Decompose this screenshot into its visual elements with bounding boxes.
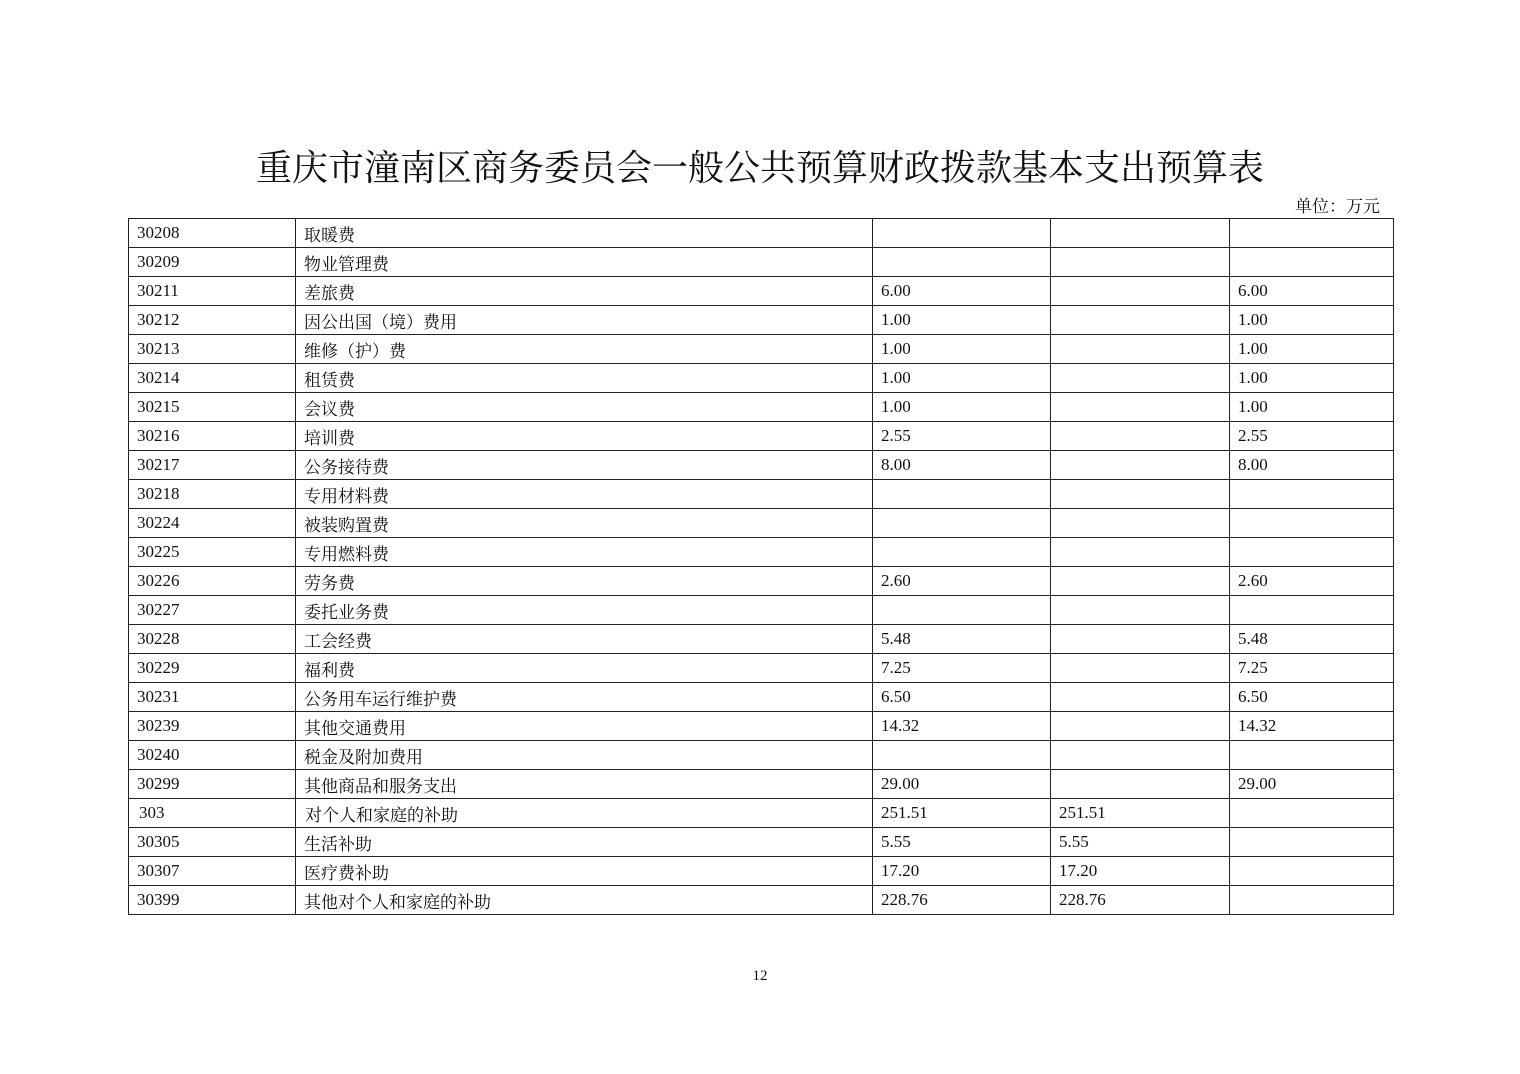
cell-total: 2.60 (873, 567, 1051, 596)
cell-name: 其他交通费用 (296, 712, 873, 741)
cell-name: 医疗费补助 (296, 857, 873, 886)
cell-total: 6.50 (873, 683, 1051, 712)
cell-code: 30215 (129, 393, 296, 422)
cell-personnel: 17.20 (1051, 857, 1230, 886)
cell-code: 30208 (129, 219, 296, 248)
cell-personnel (1051, 741, 1230, 770)
cell-public (1230, 480, 1394, 509)
cell-personnel: 228.76 (1051, 886, 1230, 915)
cell-personnel (1051, 770, 1230, 799)
cell-personnel (1051, 509, 1230, 538)
cell-code: 30217 (129, 451, 296, 480)
cell-personnel (1051, 712, 1230, 741)
cell-name: 差旅费 (296, 277, 873, 306)
cell-name: 公务用车运行维护费 (296, 683, 873, 712)
cell-code: 30216 (129, 422, 296, 451)
cell-code: 30209 (129, 248, 296, 277)
cell-public: 7.25 (1230, 654, 1394, 683)
cell-code: 30228 (129, 625, 296, 654)
cell-code: 30239 (129, 712, 296, 741)
cell-code: 30211 (129, 277, 296, 306)
table-row (129, 364, 1394, 393)
cell-total: 17.20 (873, 857, 1051, 886)
cell-personnel (1051, 538, 1230, 567)
table-row (129, 828, 1394, 857)
cell-total: 1.00 (873, 335, 1051, 364)
cell-total: 1.00 (873, 306, 1051, 335)
cell-total (873, 538, 1051, 567)
cell-public: 1.00 (1230, 335, 1394, 364)
cell-public: 2.55 (1230, 422, 1394, 451)
table-row (129, 799, 1394, 828)
cell-public (1230, 828, 1394, 857)
cell-public: 2.60 (1230, 567, 1394, 596)
table-row (129, 509, 1394, 538)
cell-total: 8.00 (873, 451, 1051, 480)
table-row (129, 567, 1394, 596)
table-row (129, 306, 1394, 335)
cell-total: 1.00 (873, 364, 1051, 393)
cell-name: 培训费 (296, 422, 873, 451)
cell-total: 14.32 (873, 712, 1051, 741)
cell-public (1230, 886, 1394, 915)
table-row (129, 857, 1394, 886)
cell-personnel (1051, 654, 1230, 683)
cell-code: 30231 (129, 683, 296, 712)
table-row (129, 886, 1394, 915)
cell-code: 30224 (129, 509, 296, 538)
cell-public (1230, 799, 1394, 828)
cell-name: 因公出国（境）费用 (296, 306, 873, 335)
cell-code: 303 (129, 799, 296, 828)
cell-code: 30226 (129, 567, 296, 596)
cell-code: 30299 (129, 770, 296, 799)
cell-code: 30227 (129, 596, 296, 625)
cell-total (873, 219, 1051, 248)
cell-code: 30218 (129, 480, 296, 509)
cell-total (873, 741, 1051, 770)
table-row (129, 422, 1394, 451)
cell-public: 1.00 (1230, 393, 1394, 422)
cell-personnel (1051, 596, 1230, 625)
cell-total: 228.76 (873, 886, 1051, 915)
cell-name: 专用燃料费 (296, 538, 873, 567)
unit-label: 单位：万元 (1295, 197, 1380, 217)
cell-code: 30214 (129, 364, 296, 393)
cell-code: 30399 (129, 886, 296, 915)
cell-public (1230, 509, 1394, 538)
cell-personnel (1051, 248, 1230, 277)
cell-code: 30229 (129, 654, 296, 683)
cell-public (1230, 596, 1394, 625)
cell-code: 30212 (129, 306, 296, 335)
cell-personnel (1051, 393, 1230, 422)
cell-total: 1.00 (873, 393, 1051, 422)
budget-table-body (129, 219, 1394, 915)
table-row (129, 741, 1394, 770)
cell-public (1230, 248, 1394, 277)
cell-total: 5.55 (873, 828, 1051, 857)
cell-name: 取暖费 (296, 219, 873, 248)
table-row (129, 480, 1394, 509)
cell-name: 维修（护）费 (296, 335, 873, 364)
cell-personnel (1051, 219, 1230, 248)
cell-personnel: 5.55 (1051, 828, 1230, 857)
cell-name: 租赁费 (296, 364, 873, 393)
cell-name: 物业管理费 (296, 248, 873, 277)
cell-total (873, 480, 1051, 509)
cell-name: 对个人和家庭的补助 (296, 799, 873, 828)
cell-total (873, 509, 1051, 538)
cell-name: 专用材料费 (296, 480, 873, 509)
cell-personnel: 251.51 (1051, 799, 1230, 828)
cell-personnel (1051, 335, 1230, 364)
cell-code: 30213 (129, 335, 296, 364)
cell-public: 6.50 (1230, 683, 1394, 712)
cell-personnel (1051, 364, 1230, 393)
cell-personnel (1051, 306, 1230, 335)
table-row (129, 654, 1394, 683)
cell-name: 福利费 (296, 654, 873, 683)
table-row (129, 393, 1394, 422)
cell-name: 生活补助 (296, 828, 873, 857)
cell-name: 会议费 (296, 393, 873, 422)
cell-personnel (1051, 683, 1230, 712)
table-row (129, 596, 1394, 625)
cell-personnel (1051, 567, 1230, 596)
cell-code: 30240 (129, 741, 296, 770)
cell-name: 其他对个人和家庭的补助 (296, 886, 873, 915)
cell-public (1230, 857, 1394, 886)
cell-total: 29.00 (873, 770, 1051, 799)
cell-personnel (1051, 277, 1230, 306)
cell-name: 其他商品和服务支出 (296, 770, 873, 799)
cell-total (873, 596, 1051, 625)
table-row (129, 335, 1394, 364)
cell-public: 29.00 (1230, 770, 1394, 799)
table-row (129, 770, 1394, 799)
cell-name: 税金及附加费用 (296, 741, 873, 770)
table-row (129, 538, 1394, 567)
cell-name: 工会经费 (296, 625, 873, 654)
cell-public: 1.00 (1230, 364, 1394, 393)
cell-personnel (1051, 422, 1230, 451)
cell-name: 公务接待费 (296, 451, 873, 480)
cell-code: 30307 (129, 857, 296, 886)
cell-personnel (1051, 480, 1230, 509)
cell-total (873, 248, 1051, 277)
cell-public: 1.00 (1230, 306, 1394, 335)
table-row (129, 683, 1394, 712)
cell-public (1230, 741, 1394, 770)
cell-name: 被装购置费 (296, 509, 873, 538)
table-row (129, 248, 1394, 277)
cell-name: 委托业务费 (296, 596, 873, 625)
cell-code: 30305 (129, 828, 296, 857)
cell-name: 劳务费 (296, 567, 873, 596)
budget-table (128, 218, 1394, 915)
cell-public (1230, 219, 1394, 248)
cell-public (1230, 538, 1394, 567)
cell-personnel (1051, 451, 1230, 480)
page-title: 重庆市潼南区商务委员会一般公共预算财政拨款基本支出预算表 (255, 148, 1264, 189)
page-number: 12 (752, 968, 768, 984)
cell-total: 6.00 (873, 277, 1051, 306)
table-row (129, 277, 1394, 306)
cell-public: 5.48 (1230, 625, 1394, 654)
cell-personnel (1051, 625, 1230, 654)
cell-total: 251.51 (873, 799, 1051, 828)
cell-total: 5.48 (873, 625, 1051, 654)
table-row (129, 219, 1394, 248)
cell-public: 6.00 (1230, 277, 1394, 306)
table-row (129, 625, 1394, 654)
table-row (129, 712, 1394, 741)
cell-public: 14.32 (1230, 712, 1394, 741)
table-row (129, 451, 1394, 480)
cell-public: 8.00 (1230, 451, 1394, 480)
cell-total: 2.55 (873, 422, 1051, 451)
cell-total: 7.25 (873, 654, 1051, 683)
cell-code: 30225 (129, 538, 296, 567)
